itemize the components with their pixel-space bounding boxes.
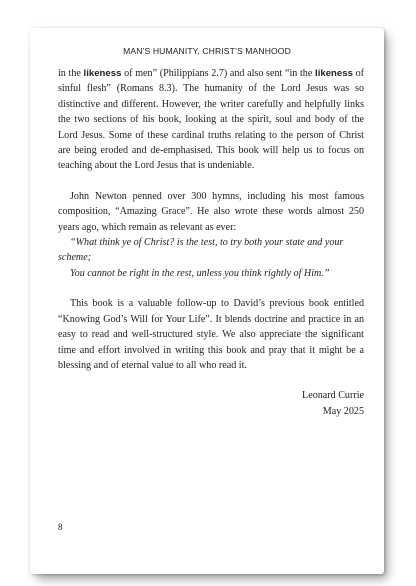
signature-name: Leonard Currie	[302, 390, 364, 402]
quote-line-2: You cannot be right in the rest, unless you think rightly of Him.”	[70, 267, 330, 279]
page-number: 8	[58, 522, 63, 532]
body-text	[58, 66, 364, 419]
paragraph-1-seg3: of sinful flesh” (Romans 8.3). The humanity of the Lord Jesus was so distinctive and different. However, the writer carefully and helpfully links the two sections of his book, looking at the spirit, soul and body of the Lord Jesus. Some of these cardinal truths relating to the person of Christ are being eroded and de-emphasised. This book will help us to focus on teaching about the Lord Jesus that is undeniable.	[58, 68, 364, 172]
paragraph-1-seg2: of men” (Philippians 2.7) and also sent “in the	[121, 68, 316, 79]
signature-block	[58, 388, 364, 419]
quote-line-1: “What think ye of Christ? is the test, to try both your state and your scheme;	[58, 237, 344, 264]
paragraph-1-seg1: in the	[58, 68, 84, 79]
paragraph-3: This book is a valuable follow-up to David’s previous book entitled “Knowing God’s Will for Your Life”. It blends doctrine and practice in an easy to read and well-structured style. We also appreciate the significant time and effort involved in writing this book and pray that it might be a blessing and of eternal value to all who read it.	[58, 298, 364, 371]
likeness-bold-2: likeness	[315, 68, 353, 79]
paragraph-2: John Newton penned over 300 hymns, including his most famous composition, “Amazing Grace”. He also wrote these words almost 250 years ago, which remain as relevant as ever:	[58, 190, 364, 233]
signature-date: May 2025	[322, 405, 364, 417]
book-page	[30, 28, 384, 574]
running-head: MAN’S HUMANITY, CHRIST’S MANHOOD	[123, 46, 291, 56]
paragraph-1	[58, 66, 364, 174]
likeness-bold-1: likeness	[83, 68, 122, 79]
